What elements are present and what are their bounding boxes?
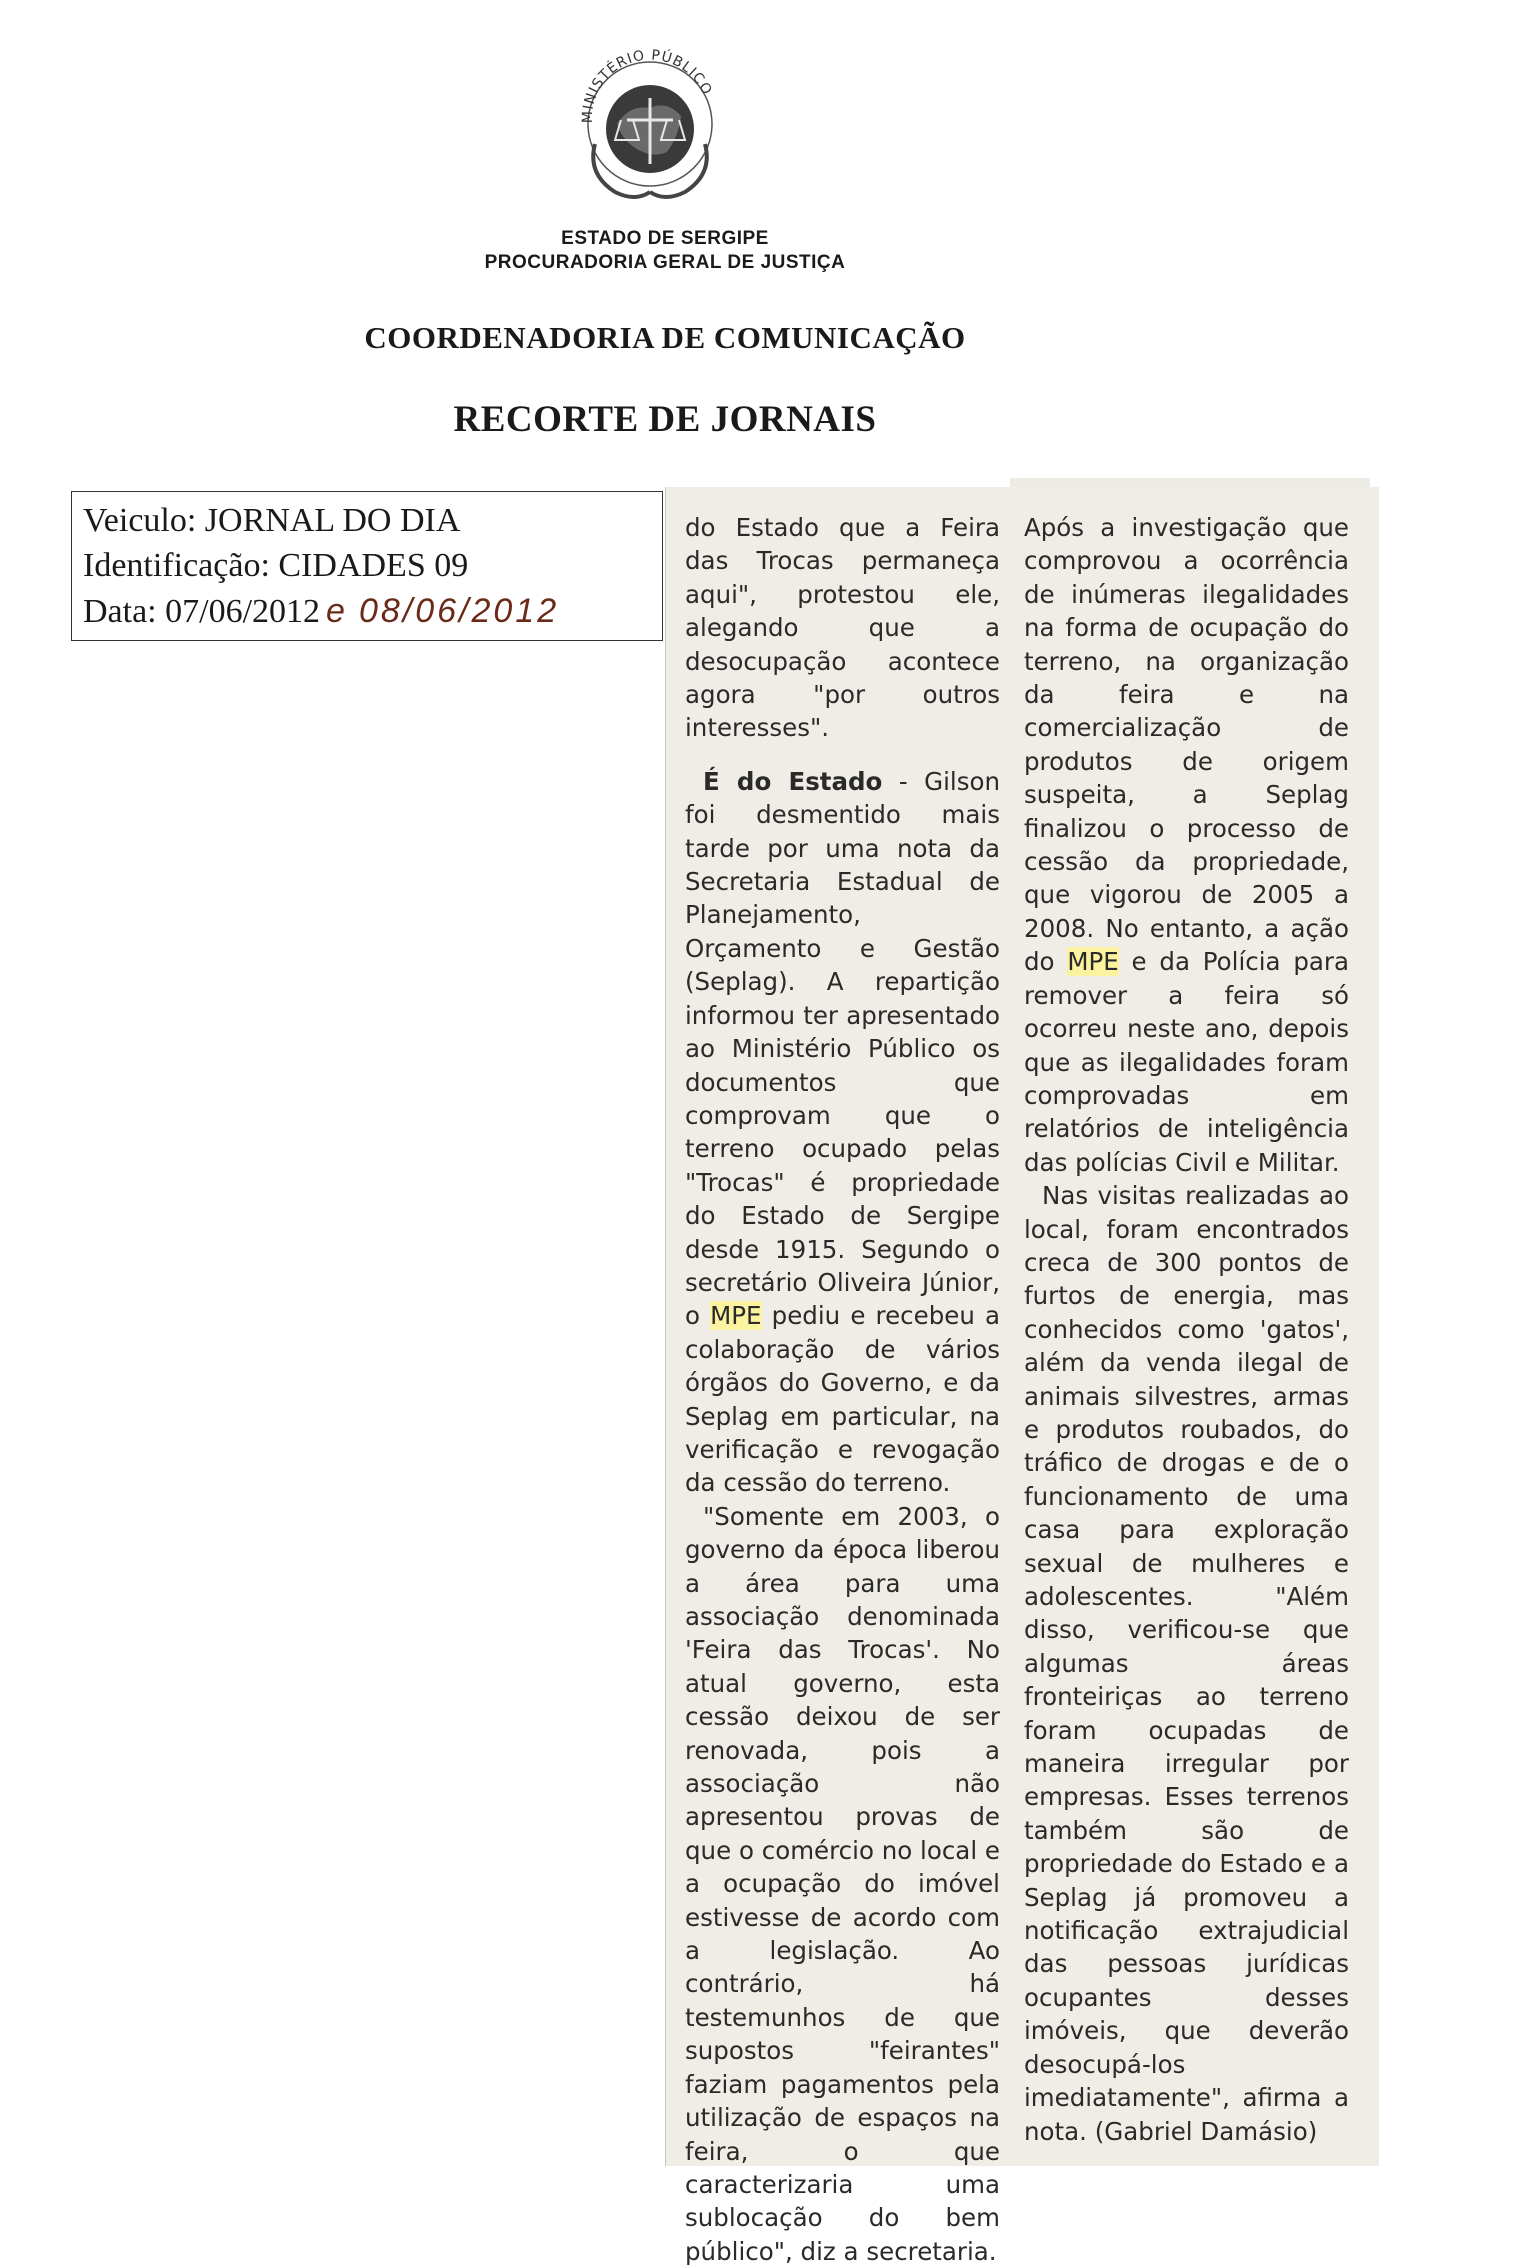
vehicle-line: Veiculo: JORNAL DO DIA: [83, 502, 461, 539]
ministerio-publico-seal: [555, 24, 745, 214]
article-paragraph: Nas visitas realizadas ao local, foram encontrados creca de 300 pontos de furtos de energia, mas conhecidos como 'gatos', além da venda ilegal de animais silvestres, armas e produtos roubados, do tráfico de drogas e de o funcionamento de uma casa para exploração sexual de mulheres e adolescentes. "Além disso, verificou-se que algumas áreas fronteiriças ao terreno foram ocupadas de maneira irregular por empresas. Esses terrenos também são de propriedade do Estado e a Seplag já promoveu a notificação extrajudicial das pessoas jurídicas ocupantes desses imóveis, que deverão desocupá-los imediatamente", afirma a nota. (Gabriel Damásio): [1024, 1181, 1349, 2146]
highlighted-mpe: MPE: [710, 1301, 762, 1331]
article-paragraph: [685, 765, 1000, 1500]
date-label: Data: 07/06/2012: [83, 593, 321, 630]
article-text: - Gilson foi desmentido mais tarde por uma nota da Secretaria Estadual de Planejamento, Orçamento e Gestão (Seplag). A repartição informou ter apresentado ao Ministério Público os documentos que comprovam que o terreno ocupado pelas "Trocas" é propriedade do Estado de Sergipe desde 1915. Segundo o secretário Oliveira Júnior, o: [685, 766, 1000, 1331]
seal-ring-text: MINISTÉRIO PÚBLICO: [579, 47, 715, 124]
article-column-1: [685, 511, 1000, 2268]
article-text: e da Polícia para remover a feira só ocorreu neste ano, depois que as ilegalidades foram comprovadas em relatórios de inteligência das polícias Civil e Militar.: [1024, 947, 1349, 1177]
date-line: [83, 592, 559, 631]
article-text: Após a investigação que comprovou a ocorrência de inúmeras ilegalidades na forma de ocupação do terreno, na organização da feira e na comercialização de produtos de origem suspeita, a Seplag finalizou o processo de cessão da propriedade, que vigorou de 2005 a 2008. No entanto, a ação do: [1024, 513, 1349, 977]
office-name: PROCURADORIA GERAL DE JUSTIÇA: [484, 252, 846, 273]
handwritten-date: 08/06/2012: [358, 592, 560, 630]
department-title: COORDENADORIA DE COMUNICAÇÃO: [364, 320, 966, 355]
article-paragraph: "Somente em 2003, o governo da época liberou a área para uma associação denominada 'Feira das Trocas'. No atual governo, esta cessão deixou de ser renovada, pois a associação não apresentou provas de que o comércio no local e a ocupação do imóvel estivesse de acordo com a legislação. Ao contrário, há testemunhos de que supostos "feirantes" faziam pagamentos pela utilização de espaços na feira, o que caracterizaria uma sublocação do bem público", diz a secretaria.: [685, 1501, 1000, 2266]
article-paragraph: [1024, 511, 1349, 1179]
clipping-info-box: [71, 491, 663, 641]
article-column-2: [1024, 511, 1349, 2148]
highlighted-mpe: MPE: [1067, 947, 1119, 977]
subheading: É do Estado: [703, 766, 883, 796]
handwritten-e: e: [326, 592, 345, 630]
state-name: ESTADO DE SERGIPE: [561, 228, 769, 249]
article-paragraph: do Estado que a Feira das Trocas permaneça aqui", protestou ele, alegando que a desocupação acontece agora "por outros interesses".: [685, 513, 1000, 743]
article-text: pediu e recebeu a colaboração de vários órgãos do Governo, e da Seplag em particular, na verificação e revogação da cessão do terreno.: [685, 1301, 1001, 1498]
page-title: RECORTE DE JORNAIS: [453, 399, 877, 440]
identification-line: Identificação: CIDADES 09: [83, 547, 469, 584]
